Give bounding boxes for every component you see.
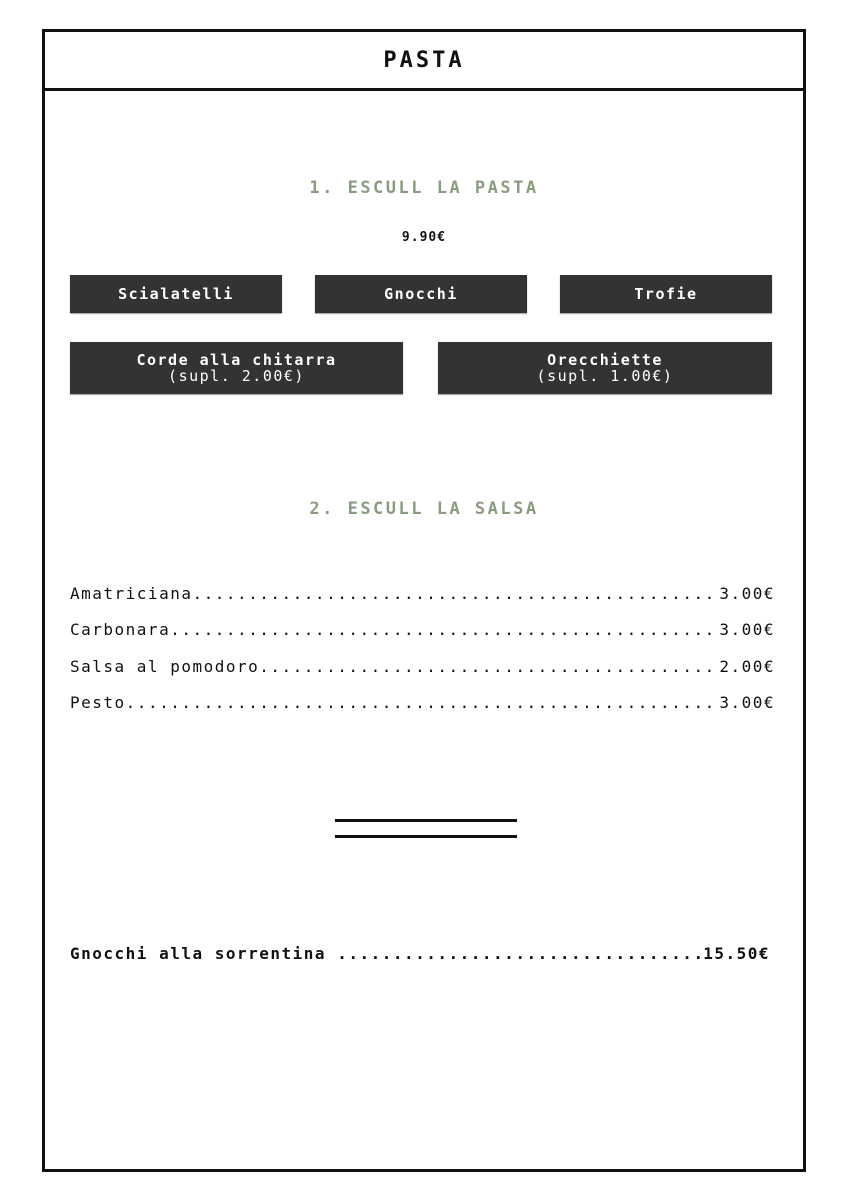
special-item[interactable] <box>70 944 770 963</box>
pasta-option-gnocchi[interactable] <box>315 275 527 313</box>
sauce-item[interactable] <box>70 693 775 712</box>
sauce-price: 3.00€ <box>719 693 775 712</box>
sauce-name: Salsa al pomodoro <box>70 657 260 676</box>
sauce-name: Amatriciana <box>70 584 193 603</box>
dot-leader <box>259 657 719 676</box>
sauce-price: 3.00€ <box>719 584 775 603</box>
sauce-price: 3.00€ <box>719 620 775 639</box>
pasta-option-orecchiette[interactable] <box>438 342 772 394</box>
dot-leader <box>170 620 719 639</box>
option-label: Corde alla chitarra <box>136 351 337 369</box>
divider-line <box>335 819 517 822</box>
sauce-item[interactable] <box>70 584 775 603</box>
dot-leader <box>192 584 719 603</box>
option-label: Gnocchi <box>384 285 458 303</box>
dot-leader <box>126 693 720 712</box>
pasta-price: 9.90€ <box>401 230 447 245</box>
option-label: Orecchiette <box>547 351 663 369</box>
page-title: PASTA <box>45 32 803 91</box>
pasta-option-corde-alla-chitarra[interactable] <box>70 342 403 394</box>
option-label: Scialatelli <box>118 285 234 303</box>
special-price: 15.50€ <box>703 944 770 963</box>
section-heading-salsa: 2. ESCULL LA SALSA <box>309 499 539 519</box>
sauce-item[interactable] <box>70 620 775 639</box>
divider-line <box>335 835 517 838</box>
sauce-price: 2.00€ <box>719 657 775 676</box>
pasta-option-scialatelli[interactable] <box>70 275 282 313</box>
section-heading-pasta: 1. ESCULL LA PASTA <box>309 178 539 198</box>
option-supplement: (supl. 2.00€) <box>168 367 305 385</box>
dot-leader <box>337 944 703 963</box>
special-name: Gnocchi alla sorrentina <box>70 944 338 963</box>
pasta-option-trofie[interactable] <box>560 275 772 313</box>
sauce-item[interactable] <box>70 657 775 676</box>
option-label: Trofie <box>634 285 698 303</box>
sauce-name: Pesto <box>70 693 126 712</box>
option-supplement: (supl. 1.00€) <box>536 367 674 385</box>
menu-frame <box>42 29 806 1172</box>
sauce-name: Carbonara <box>70 620 171 639</box>
